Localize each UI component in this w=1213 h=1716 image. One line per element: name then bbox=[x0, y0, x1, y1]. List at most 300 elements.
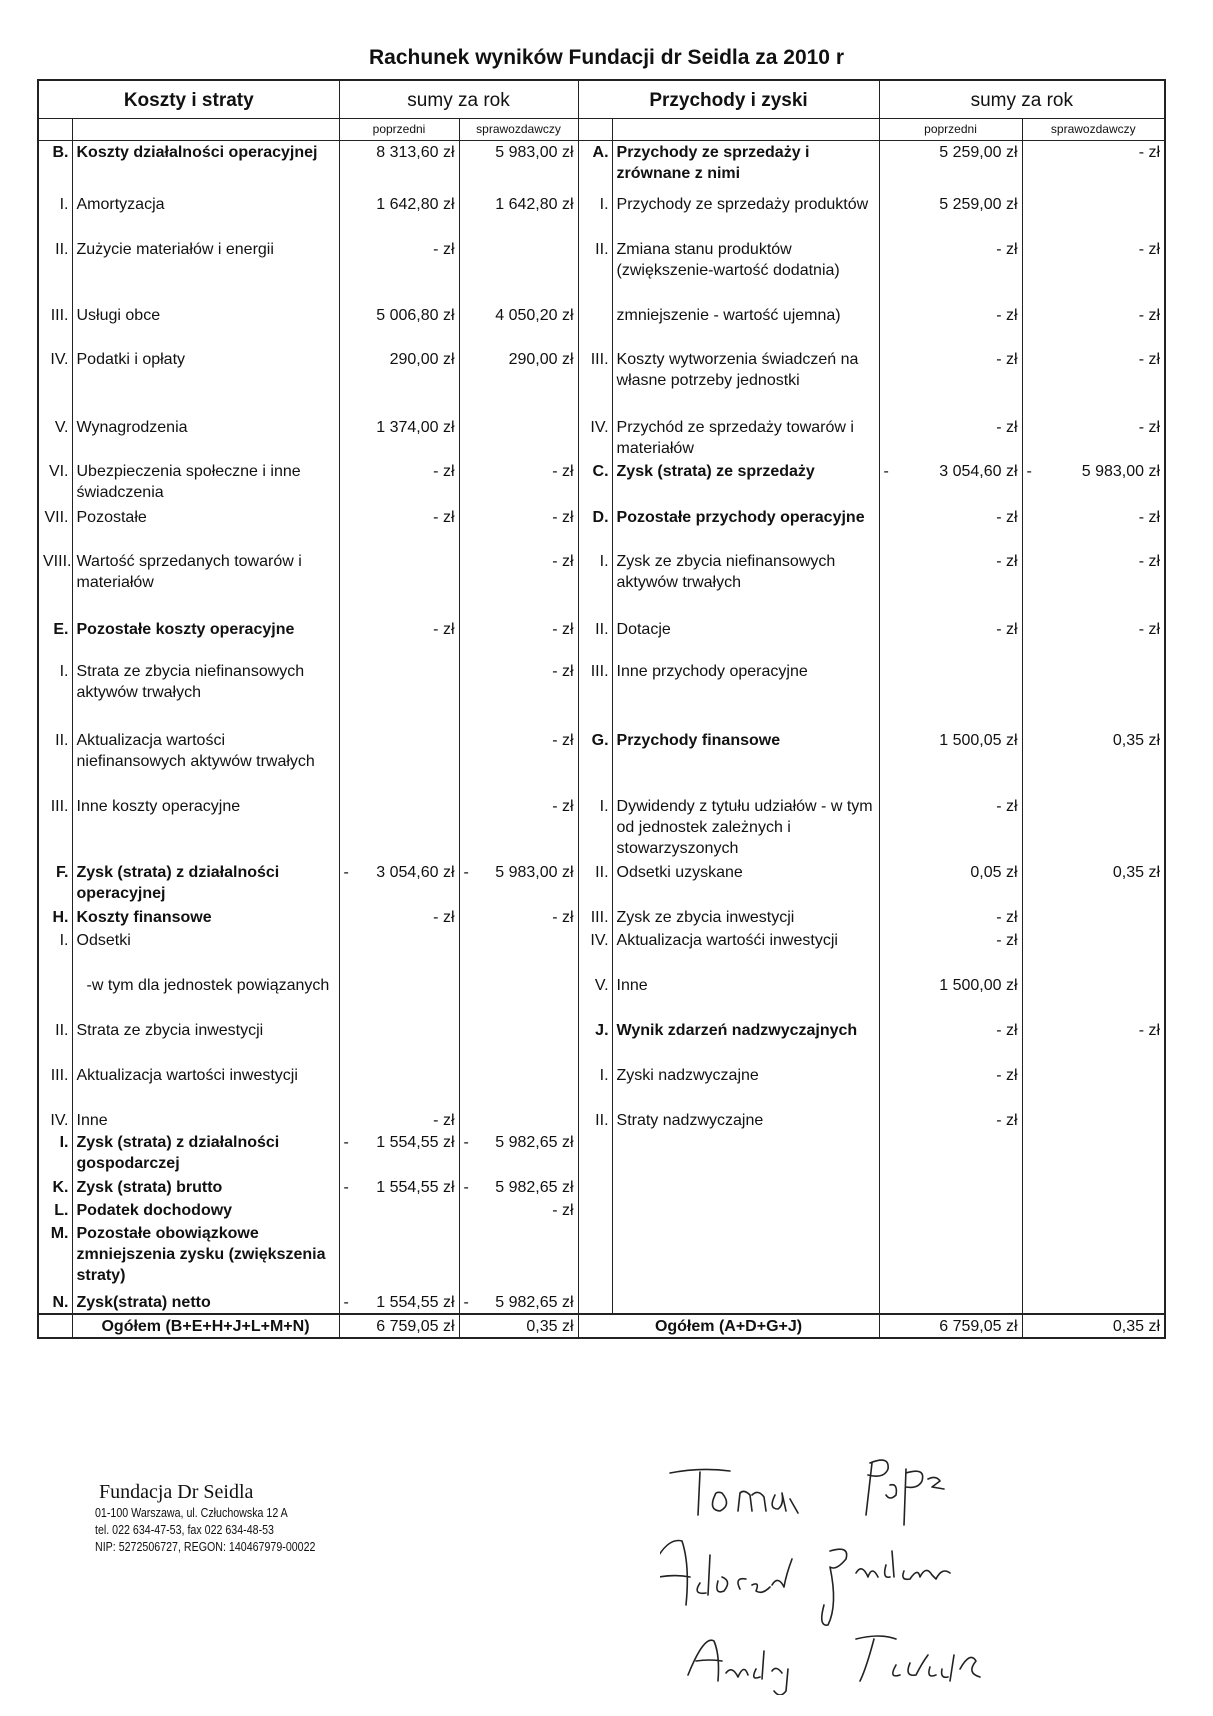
left-item-label: Wartość sprzedanych towarów i materiałów bbox=[72, 550, 339, 618]
left-prev-amount bbox=[339, 1109, 459, 1131]
amount-value: - zł bbox=[433, 462, 455, 480]
left-prev-amount bbox=[339, 1291, 459, 1314]
left-prev-amount bbox=[339, 795, 459, 861]
subheader-row bbox=[38, 119, 1165, 141]
left-curr-amount bbox=[459, 1291, 578, 1314]
right-curr-amount bbox=[1022, 906, 1165, 929]
right-item-code: J. bbox=[578, 1019, 612, 1064]
left-curr-amount bbox=[459, 348, 578, 416]
right-prev-amount bbox=[879, 1291, 1022, 1314]
amount-value: - zł bbox=[996, 418, 1018, 436]
statement-row bbox=[38, 506, 1165, 550]
left-item-code: V. bbox=[38, 416, 72, 460]
left-prev-amount bbox=[339, 618, 459, 660]
amount-value: - zł bbox=[552, 908, 574, 926]
left-prev-amount bbox=[339, 929, 459, 974]
right-curr-amount bbox=[1022, 460, 1165, 506]
right-item-label: Wynik zdarzeń nadzwyczajnych bbox=[612, 1019, 879, 1064]
left-prev-amount bbox=[339, 304, 459, 348]
statement-row bbox=[38, 1222, 1165, 1291]
amount-value: 5 982,65 zł bbox=[495, 1293, 574, 1311]
right-prev-amount bbox=[879, 1222, 1022, 1291]
stamp-name: Fundacja Dr Seidla bbox=[99, 1481, 254, 1503]
amount-value: 0,35 zł bbox=[1112, 1317, 1161, 1335]
right-prev-amount bbox=[879, 1176, 1022, 1199]
amount-value: - zł bbox=[996, 306, 1018, 324]
left-curr-amount bbox=[459, 729, 578, 795]
amount-value: 5 983,00 zł bbox=[495, 144, 574, 161]
statement-row bbox=[38, 1199, 1165, 1222]
amount-value: - zł bbox=[996, 797, 1018, 815]
amount-value: - zł bbox=[433, 508, 455, 526]
right-prev-amount bbox=[879, 1064, 1022, 1109]
right-item-code bbox=[578, 1176, 612, 1199]
left-item-code: II. bbox=[38, 238, 72, 304]
right-prev-amount bbox=[879, 1109, 1022, 1131]
amount-value: - zł bbox=[1138, 418, 1161, 436]
right-curr-amount bbox=[1022, 193, 1165, 238]
statement-row bbox=[38, 1064, 1165, 1109]
amount-value: 1 642,80 zł bbox=[376, 195, 455, 213]
minus-sign: - bbox=[883, 462, 889, 480]
right-curr-header: sprawozdawczy bbox=[1022, 119, 1165, 141]
left-item-code: M. bbox=[38, 1222, 72, 1291]
signatures bbox=[660, 1455, 1100, 1695]
right-item-label: Dywidendy z tytułu udziałów - w tym od jednostek zależnych i stowarzyszonych bbox=[612, 795, 879, 861]
right-item-code: D. bbox=[578, 506, 612, 550]
right-item-label bbox=[612, 1291, 879, 1314]
right-prev-amount bbox=[879, 193, 1022, 238]
costs-header: Koszty i straty bbox=[38, 80, 339, 119]
amount-value: 1 374,00 zł bbox=[376, 418, 455, 436]
left-prev-amount bbox=[339, 1019, 459, 1064]
left-prev-amount bbox=[339, 348, 459, 416]
right-item-label: Przychód ze sprzedaży towarów i materiałów bbox=[612, 416, 879, 460]
statement-row bbox=[38, 929, 1165, 974]
amount-value: - zł bbox=[552, 662, 574, 680]
left-item-label: Strata ze zbycia inwestycji bbox=[72, 1019, 339, 1064]
statement-row bbox=[38, 416, 1165, 460]
left-item-code: I. bbox=[38, 193, 72, 238]
statement-row bbox=[38, 550, 1165, 618]
right-prev-amount bbox=[879, 1199, 1022, 1222]
amount-value: 5 983,00 zł bbox=[495, 863, 574, 881]
right-item-label: Aktualizacja wartośći inwestycji bbox=[612, 929, 879, 974]
left-item-label: Inne bbox=[72, 1109, 339, 1131]
right-item-label bbox=[612, 1222, 879, 1291]
left-prev-amount bbox=[339, 1176, 459, 1199]
left-total-prev bbox=[339, 1314, 459, 1338]
left-curr-amount bbox=[459, 929, 578, 974]
amount-value: - zł bbox=[552, 797, 574, 815]
minus-sign: - bbox=[463, 1133, 469, 1151]
left-curr-amount bbox=[459, 618, 578, 660]
left-item-code: B. bbox=[38, 141, 72, 193]
right-item-label: Koszty wytworzenia świadczeń na własne potrzeby jednostki bbox=[612, 348, 879, 416]
left-curr-amount bbox=[459, 660, 578, 729]
right-item-code: II. bbox=[578, 1109, 612, 1131]
right-item-code: II. bbox=[578, 861, 612, 906]
amount-value: - zł bbox=[996, 1021, 1018, 1039]
amount-value: 1 554,55 zł bbox=[376, 1178, 455, 1196]
amount-value: - zł bbox=[996, 240, 1018, 258]
left-item-label: Odsetki bbox=[72, 929, 339, 974]
right-item-label: Inne bbox=[612, 974, 879, 1019]
amount-value: - zł bbox=[1138, 306, 1161, 324]
right-item-code: G. bbox=[578, 729, 612, 795]
right-item-code: III. bbox=[578, 660, 612, 729]
right-item-label: Zmiana stanu produktów (zwiększenie-wartość dodatnia) bbox=[612, 238, 879, 304]
left-item-code: I. bbox=[38, 1131, 72, 1176]
amount-value: - zł bbox=[433, 240, 455, 258]
right-item-label: Zyski nadzwyczajne bbox=[612, 1064, 879, 1109]
amount-value: - zł bbox=[1138, 1021, 1161, 1039]
left-prev-amount bbox=[339, 1222, 459, 1291]
left-item-code: IV. bbox=[38, 1109, 72, 1131]
left-prev-amount bbox=[339, 416, 459, 460]
right-item-label: zmniejszenie - wartość ujemna) bbox=[612, 304, 879, 348]
right-prev-amount bbox=[879, 1019, 1022, 1064]
statement-row bbox=[38, 974, 1165, 1019]
right-item-label: Przychody finansowe bbox=[612, 729, 879, 795]
right-item-code: I. bbox=[578, 1064, 612, 1109]
amount-value: - zł bbox=[996, 1066, 1018, 1084]
right-total-prev bbox=[879, 1314, 1022, 1338]
amount-value: - zł bbox=[1138, 552, 1161, 570]
right-curr-amount bbox=[1022, 660, 1165, 729]
signature-2 bbox=[660, 1540, 950, 1625]
left-prev-amount bbox=[339, 861, 459, 906]
statement-row bbox=[38, 1109, 1165, 1131]
amount-value: - zł bbox=[552, 508, 574, 526]
right-prev-amount bbox=[879, 729, 1022, 795]
right-prev-amount bbox=[879, 906, 1022, 929]
signature-3 bbox=[688, 1636, 980, 1695]
left-item-label: -w tym dla jednostek powiązanych bbox=[72, 974, 339, 1019]
amount-value: 5 006,80 zł bbox=[376, 306, 455, 324]
amount-value: - zł bbox=[552, 462, 574, 480]
statement-row bbox=[38, 1176, 1165, 1199]
left-item-code: N. bbox=[38, 1291, 72, 1314]
right-prev-amount bbox=[879, 618, 1022, 660]
amount-value: 3 054,60 zł bbox=[939, 462, 1018, 480]
page-title: Rachunek wyników Fundacji dr Seidla za 2010 r bbox=[369, 46, 844, 69]
right-item-label bbox=[612, 1199, 879, 1222]
right-item-code: III. bbox=[578, 348, 612, 416]
right-curr-amount bbox=[1022, 1064, 1165, 1109]
left-item-code: III. bbox=[38, 304, 72, 348]
left-item-label: Usługi obce bbox=[72, 304, 339, 348]
amount-value: 1 554,55 zł bbox=[376, 1133, 455, 1151]
left-curr-amount bbox=[459, 416, 578, 460]
minus-sign: - bbox=[343, 1133, 349, 1151]
amount-value: 5 982,65 zł bbox=[495, 1133, 574, 1151]
left-curr-amount bbox=[459, 1199, 578, 1222]
right-item-label: Przychody ze sprzedaży i zrównane z nimi bbox=[612, 141, 879, 193]
left-item-label: Amortyzacja bbox=[72, 193, 339, 238]
minus-sign: - bbox=[343, 1293, 349, 1311]
right-curr-amount bbox=[1022, 348, 1165, 416]
amount-value: 0,05 zł bbox=[970, 863, 1018, 881]
left-item-code: III. bbox=[38, 795, 72, 861]
right-item-code: II. bbox=[578, 238, 612, 304]
statement-row bbox=[38, 795, 1165, 861]
amount-value: 0,35 zł bbox=[526, 1317, 574, 1335]
amount-value: - zł bbox=[1138, 350, 1161, 368]
left-item-code: E. bbox=[38, 618, 72, 660]
right-item-code: III. bbox=[578, 906, 612, 929]
right-curr-amount bbox=[1022, 929, 1165, 974]
totals-spacer bbox=[38, 1314, 72, 1338]
amount-value: - zł bbox=[1138, 620, 1161, 638]
right-curr-amount bbox=[1022, 1291, 1165, 1314]
left-prev-amount bbox=[339, 506, 459, 550]
right-item-label: Zysk ze zbycia niefinansowych aktywów trwałych bbox=[612, 550, 879, 618]
left-item-label: Wynagrodzenia bbox=[72, 416, 339, 460]
foundation-stamp bbox=[95, 1481, 364, 1555]
left-item-code: L. bbox=[38, 1199, 72, 1222]
amount-value: 5 259,00 zł bbox=[939, 144, 1018, 161]
left-item-code: II. bbox=[38, 729, 72, 795]
amount-value: - zł bbox=[552, 731, 574, 749]
minus-sign: - bbox=[463, 1293, 469, 1311]
right-curr-amount bbox=[1022, 304, 1165, 348]
amount-value: - zł bbox=[1138, 240, 1161, 258]
left-item-label: Pozostałe koszty operacyjne bbox=[72, 618, 339, 660]
left-curr-amount bbox=[459, 460, 578, 506]
right-item-code bbox=[578, 1199, 612, 1222]
right-curr-amount bbox=[1022, 729, 1165, 795]
right-sums-header: sumy za rok bbox=[879, 80, 1165, 119]
left-curr-amount bbox=[459, 550, 578, 618]
left-item-label: Pozostałe bbox=[72, 506, 339, 550]
statement-row bbox=[38, 193, 1165, 238]
right-curr-amount bbox=[1022, 141, 1165, 193]
right-item-label: Dotacje bbox=[612, 618, 879, 660]
right-item-label: Przychody ze sprzedaży produktów bbox=[612, 193, 879, 238]
right-total-label: Ogółem (A+D+G+J) bbox=[578, 1314, 879, 1338]
left-curr-amount bbox=[459, 141, 578, 193]
right-curr-amount bbox=[1022, 1131, 1165, 1176]
amount-value: - zł bbox=[552, 552, 574, 570]
amount-value: 1 500,05 zł bbox=[939, 731, 1018, 749]
statement-row bbox=[38, 1131, 1165, 1176]
amount-value: - zł bbox=[996, 1111, 1018, 1129]
amount-value: - zł bbox=[996, 931, 1018, 949]
right-item-code: I. bbox=[578, 193, 612, 238]
left-item-code: VIII. bbox=[38, 550, 72, 618]
left-prev-amount bbox=[339, 906, 459, 929]
left-curr-amount bbox=[459, 1176, 578, 1199]
left-item-code: H. bbox=[38, 906, 72, 929]
amount-value: 6 759,05 zł bbox=[376, 1317, 455, 1335]
totals-row bbox=[38, 1314, 1165, 1338]
left-item-code: IV. bbox=[38, 348, 72, 416]
right-item-code bbox=[578, 1222, 612, 1291]
left-item-label: Koszty działalności operacyjnej bbox=[72, 141, 339, 193]
left-prev-amount bbox=[339, 460, 459, 506]
right-prev-amount bbox=[879, 460, 1022, 506]
amount-value: - zł bbox=[1138, 144, 1161, 161]
left-sums-header: sumy za rok bbox=[339, 80, 578, 119]
right-item-code: IV. bbox=[578, 929, 612, 974]
left-item-label: Zużycie materiałów i energii bbox=[72, 238, 339, 304]
statement-row bbox=[38, 348, 1165, 416]
income-statement-table bbox=[37, 79, 1166, 1339]
right-prev-header: poprzedni bbox=[879, 119, 1022, 141]
left-total-curr bbox=[459, 1314, 578, 1338]
statement-row bbox=[38, 1019, 1165, 1064]
left-prev-amount bbox=[339, 1199, 459, 1222]
right-prev-amount bbox=[879, 660, 1022, 729]
amount-value: 290,00 zł bbox=[389, 350, 455, 368]
right-prev-amount bbox=[879, 304, 1022, 348]
amount-value: 1 500,00 zł bbox=[939, 976, 1018, 994]
stamp-phone: tel. 022 634-47-53, fax 022 634-48-53 bbox=[95, 1522, 274, 1537]
right-curr-amount bbox=[1022, 1222, 1165, 1291]
stamp-ids: NIP: 5272506727, REGON: 140467979-00022 bbox=[95, 1539, 316, 1554]
right-curr-amount bbox=[1022, 238, 1165, 304]
left-item-code: K. bbox=[38, 1176, 72, 1199]
left-item-label: Zysk(strata) netto bbox=[72, 1291, 339, 1314]
amount-value: 0,35 zł bbox=[1112, 863, 1161, 881]
amount-value: - zł bbox=[996, 620, 1018, 638]
statement-row bbox=[38, 660, 1165, 729]
right-curr-amount bbox=[1022, 506, 1165, 550]
right-item-code: I. bbox=[578, 795, 612, 861]
right-total-curr bbox=[1022, 1314, 1165, 1338]
left-curr-amount bbox=[459, 304, 578, 348]
right-item-code: V. bbox=[578, 974, 612, 1019]
right-prev-amount bbox=[879, 861, 1022, 906]
left-item-label: Aktualizacja wartości niefinansowych aktywów trwałych bbox=[72, 729, 339, 795]
header-row bbox=[38, 80, 1165, 119]
statement-row bbox=[38, 460, 1165, 506]
left-prev-amount bbox=[339, 974, 459, 1019]
statement-row bbox=[38, 729, 1165, 795]
right-prev-amount bbox=[879, 929, 1022, 974]
right-item-label: Inne przychody operacyjne bbox=[612, 660, 879, 729]
left-item-code: VI. bbox=[38, 460, 72, 506]
amount-value: - zł bbox=[552, 1201, 574, 1219]
left-prev-amount bbox=[339, 1131, 459, 1176]
right-curr-amount bbox=[1022, 416, 1165, 460]
left-prev-amount bbox=[339, 550, 459, 618]
right-item-code: C. bbox=[578, 460, 612, 506]
amount-value: 8 313,60 zł bbox=[376, 144, 455, 161]
amount-value: - zł bbox=[1138, 508, 1161, 526]
right-item-code bbox=[578, 1291, 612, 1314]
left-item-label: Zysk (strata) z działalności operacyjnej bbox=[72, 861, 339, 906]
statement-row bbox=[38, 618, 1165, 660]
right-prev-amount bbox=[879, 238, 1022, 304]
amount-value: - zł bbox=[996, 552, 1018, 570]
minus-sign: - bbox=[1026, 462, 1032, 480]
left-curr-header: sprawozdawczy bbox=[459, 119, 578, 141]
right-prev-amount bbox=[879, 974, 1022, 1019]
amount-value: - zł bbox=[996, 350, 1018, 368]
left-item-label: Podatek dochodowy bbox=[72, 1199, 339, 1222]
left-curr-amount bbox=[459, 193, 578, 238]
left-prev-header: poprzedni bbox=[339, 119, 459, 141]
left-prev-amount bbox=[339, 729, 459, 795]
left-item-label: Zysk (strata) brutto bbox=[72, 1176, 339, 1199]
right-item-code bbox=[578, 1131, 612, 1176]
right-item-label bbox=[612, 1176, 879, 1199]
left-prev-amount bbox=[339, 141, 459, 193]
right-curr-amount bbox=[1022, 1109, 1165, 1131]
amount-value: 290,00 zł bbox=[508, 350, 574, 368]
left-item-code: II. bbox=[38, 1019, 72, 1064]
right-item-code: II. bbox=[578, 618, 612, 660]
right-item-label: Odsetki uzyskane bbox=[612, 861, 879, 906]
right-item-code: I. bbox=[578, 550, 612, 618]
right-curr-amount bbox=[1022, 550, 1165, 618]
left-item-label: Pozostałe obowiązkowe zmniejszenia zysku (zwiększenia straty) bbox=[72, 1222, 339, 1291]
amount-value: - zł bbox=[996, 508, 1018, 526]
statement-row bbox=[38, 304, 1165, 348]
left-prev-amount bbox=[339, 660, 459, 729]
amount-value: - zł bbox=[996, 908, 1018, 926]
left-item-label: Inne koszty operacyjne bbox=[72, 795, 339, 861]
left-item-label: Aktualizacja wartości inwestycji bbox=[72, 1064, 339, 1109]
left-item-label: Strata ze zbycia niefinansowych aktywów trwałych bbox=[72, 660, 339, 729]
left-curr-amount bbox=[459, 1131, 578, 1176]
left-item-label: Podatki i opłaty bbox=[72, 348, 339, 416]
minus-sign: - bbox=[463, 863, 469, 881]
left-item-code: F. bbox=[38, 861, 72, 906]
minus-sign: - bbox=[343, 1178, 349, 1196]
minus-sign: - bbox=[463, 1178, 469, 1196]
left-prev-amount bbox=[339, 193, 459, 238]
right-item-code: A. bbox=[578, 141, 612, 193]
left-item-label: Ubezpieczenia społeczne i inne świadczenia bbox=[72, 460, 339, 506]
right-item-code bbox=[578, 304, 612, 348]
left-item-code bbox=[38, 974, 72, 1019]
right-curr-amount bbox=[1022, 861, 1165, 906]
amount-value: 6 759,05 zł bbox=[939, 1317, 1018, 1335]
right-prev-amount bbox=[879, 795, 1022, 861]
left-curr-amount bbox=[459, 795, 578, 861]
left-curr-amount bbox=[459, 1019, 578, 1064]
right-curr-amount bbox=[1022, 1176, 1165, 1199]
statement-row bbox=[38, 238, 1165, 304]
amount-value: 4 050,20 zł bbox=[495, 306, 574, 324]
right-item-label: Pozostałe przychody operacyjne bbox=[612, 506, 879, 550]
amount-value: - zł bbox=[552, 620, 574, 638]
right-prev-amount bbox=[879, 348, 1022, 416]
right-curr-amount bbox=[1022, 795, 1165, 861]
left-total-label: Ogółem (B+E+H+J+L+M+N) bbox=[72, 1314, 339, 1338]
right-item-label bbox=[612, 1131, 879, 1176]
amount-value: - zł bbox=[433, 908, 455, 926]
left-prev-amount bbox=[339, 1064, 459, 1109]
right-curr-amount bbox=[1022, 618, 1165, 660]
left-curr-amount bbox=[459, 974, 578, 1019]
minus-sign: - bbox=[343, 863, 349, 881]
left-item-code: I. bbox=[38, 929, 72, 974]
left-item-label: Zysk (strata) z działalności gospodarczej bbox=[72, 1131, 339, 1176]
right-item-label: Zysk (strata) ze sprzedaży bbox=[612, 460, 879, 506]
left-curr-amount bbox=[459, 506, 578, 550]
left-item-code: VII. bbox=[38, 506, 72, 550]
right-prev-amount bbox=[879, 550, 1022, 618]
right-prev-amount bbox=[879, 1131, 1022, 1176]
left-curr-amount bbox=[459, 1064, 578, 1109]
right-curr-amount bbox=[1022, 1019, 1165, 1064]
left-item-code: I. bbox=[38, 660, 72, 729]
left-curr-amount bbox=[459, 906, 578, 929]
